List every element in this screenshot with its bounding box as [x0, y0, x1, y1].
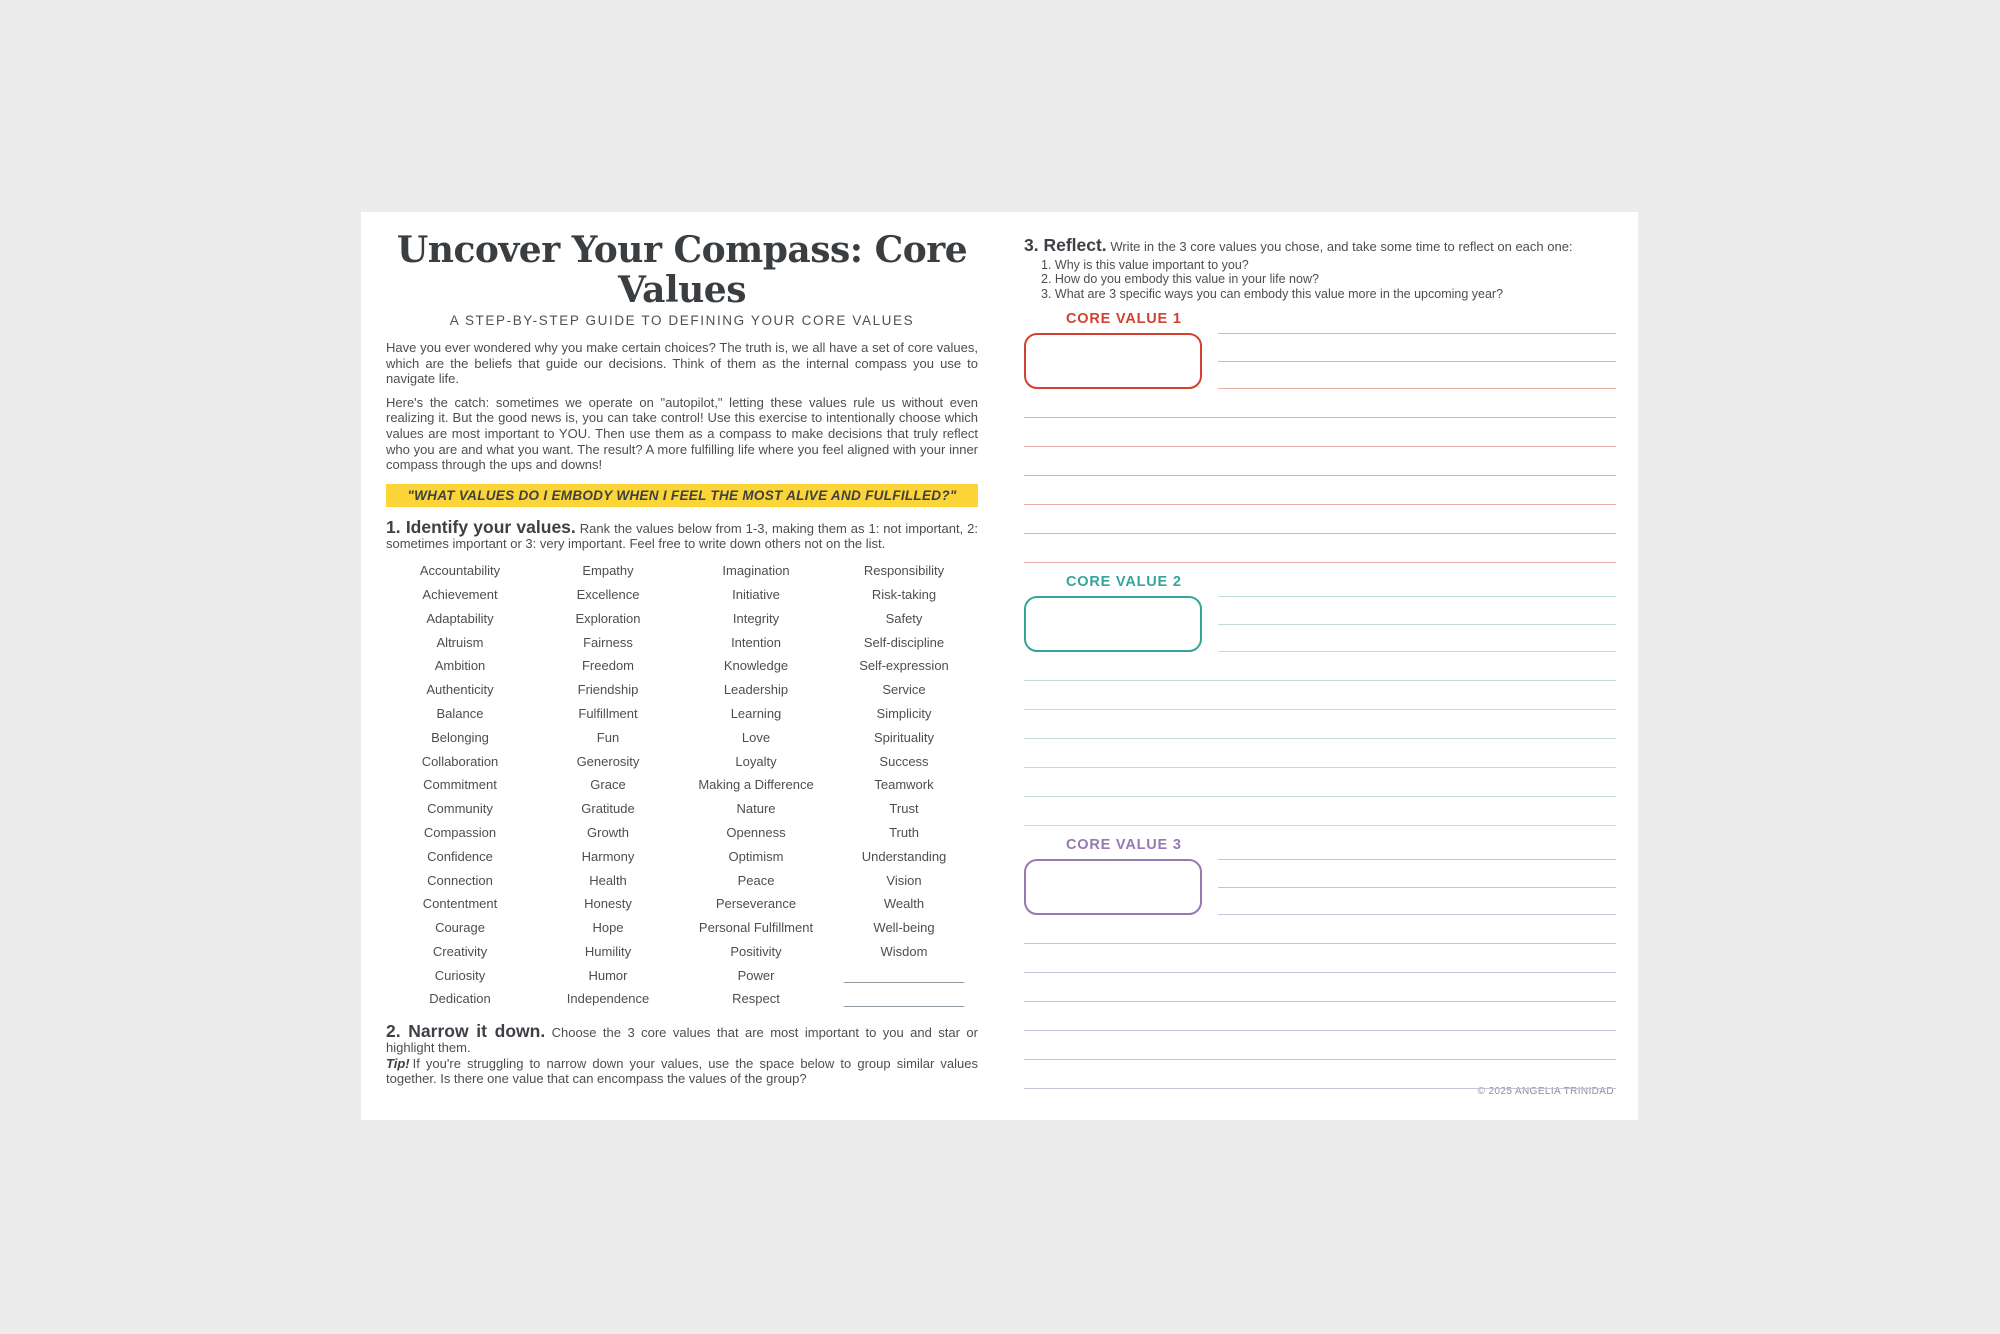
section-reflect-heading: 3. Reflect. [1024, 235, 1107, 255]
ruled-line[interactable] [1024, 505, 1616, 534]
core-value-input-box[interactable] [1024, 333, 1202, 389]
value-item: Contentment [422, 896, 498, 912]
value-item: Gratitude [581, 801, 635, 817]
reflect-questions [1041, 258, 1616, 301]
highlight-quote: "WHAT VALUES DO I EMBODY WHEN I FEEL THE MOST ALIVE AND FULFILLED?" [386, 484, 978, 507]
value-item: Health [589, 872, 627, 888]
blank-value-underline[interactable] [844, 991, 964, 1007]
value-item: Connection [427, 872, 493, 888]
reflect-question: 3. What are 3 specific ways you can embody this value more in the upcoming year? [1041, 286, 1504, 301]
value-item: Grace [590, 777, 626, 793]
value-item: Courage [435, 920, 485, 936]
ruled-line[interactable] [1024, 652, 1616, 681]
value-item: Loyalty [735, 753, 777, 769]
reflect-question: 1. Why is this value important to you? [1041, 258, 1249, 272]
value-item: Dedication [429, 991, 491, 1007]
value-item: Belonging [431, 729, 489, 745]
value-item: Wealth [883, 896, 925, 912]
value-item: Service [882, 682, 926, 698]
value-item: Positivity [730, 943, 782, 959]
value-item: Fun [596, 729, 620, 745]
section-narrow-heading: 2. Narrow it down. [386, 1020, 546, 1041]
ruled-line[interactable] [1218, 362, 1616, 390]
value-item: Friendship [577, 682, 639, 698]
value-item: Truth [889, 824, 919, 840]
ruled-line[interactable] [1024, 710, 1616, 739]
value-item: Respect [732, 991, 780, 1007]
ruled-line[interactable] [1218, 597, 1616, 625]
ruled-lines-beside-box[interactable] [1218, 596, 1616, 652]
value-item: Collaboration [421, 753, 499, 769]
value-item: Accountability [419, 563, 501, 579]
section-reflect [1024, 237, 1616, 301]
ruled-line[interactable] [1024, 944, 1616, 973]
ruled-line[interactable] [1218, 888, 1616, 916]
value-item: Achievement [422, 586, 498, 602]
value-item: Freedom [581, 658, 635, 674]
value-item: Fairness [583, 634, 633, 650]
core-value-label: CORE VALUE 3 [1066, 837, 1182, 853]
value-item: Success [879, 753, 929, 769]
value-item: Wisdom [880, 943, 928, 959]
section-narrow-line [386, 1020, 978, 1056]
value-item: Trust [889, 801, 919, 817]
value-item: Authenticity [426, 682, 494, 698]
value-item: Well-being [873, 920, 935, 936]
value-item: Simplicity [876, 705, 932, 721]
value-item: Safety [885, 610, 923, 626]
value-item: Openness [726, 824, 786, 840]
core-value-input-box[interactable] [1024, 596, 1202, 652]
ruled-line[interactable] [1024, 534, 1616, 563]
core-value-section-2 [1024, 574, 1616, 826]
ruled-line[interactable] [1024, 1060, 1616, 1089]
value-item: Self-expression [859, 658, 949, 674]
ruled-line[interactable] [1024, 915, 1616, 944]
value-item: Hope [592, 920, 624, 936]
ruled-line[interactable] [1218, 860, 1616, 888]
ruled-line[interactable] [1024, 973, 1616, 1002]
value-item: Humor [588, 967, 628, 983]
value-item: Self-discipline [863, 634, 945, 650]
value-item: Imagination [722, 563, 790, 579]
ruled-lines-beside-box[interactable] [1218, 859, 1616, 915]
value-item: Creativity [432, 943, 488, 959]
value-item: Initiative [732, 586, 780, 602]
value-item: Honesty [584, 896, 632, 912]
ruled-lines-beside-box[interactable] [1218, 333, 1616, 389]
value-item: Harmony [581, 848, 635, 864]
page-subtitle: A STEP-BY-STEP GUIDE TO DEFINING YOUR CORE VALUES [449, 313, 915, 328]
value-item: Knowledge [723, 658, 789, 674]
value-item: Intention [731, 634, 781, 650]
ruled-line[interactable] [1218, 334, 1616, 362]
section-narrow [386, 1020, 978, 1087]
value-item: Optimism [728, 848, 784, 864]
value-item: Power [737, 967, 775, 983]
tip-text: If you're struggling to narrow down your values, use the space below to group similar values together. Is there one value that can encompass the values of the group? [386, 1055, 978, 1087]
value-item: Empathy [582, 563, 634, 579]
value-item: Generosity [576, 753, 640, 769]
ruled-line[interactable] [1024, 476, 1616, 505]
core-value-box-row [1024, 596, 1616, 652]
blank-value-cell [830, 987, 978, 1011]
section-identify [386, 516, 978, 552]
section-narrow-description: Choose the 3 core values that are most important to you and star or highlight them. [386, 1024, 978, 1056]
value-item: Teamwork [874, 777, 934, 793]
core-value-label: CORE VALUE 1 [1066, 311, 1182, 327]
section-reflect-line [1024, 237, 1616, 255]
value-item: Excellence [576, 586, 640, 602]
value-item: Independence [566, 991, 650, 1007]
core-value-label: CORE VALUE 2 [1066, 574, 1182, 590]
value-item: Altruism [436, 634, 484, 650]
core-value-box-row [1024, 859, 1616, 915]
intro-paragraph-2: Here's the catch: sometimes we operate on "autopilot," letting these values rule us without even realizing it. But the good news is, you can take control! Use this exercise to intentionally choose which values are most important to YOU. Then use them as a compass to make decisions that truly reflect who you are and what you want. The result? A more fulfilling life where you feel aligned with your inner compass through the ups and downs! [386, 394, 978, 473]
value-item: Exploration [575, 610, 641, 626]
value-item: Ambition [434, 658, 486, 674]
core-value-input-box[interactable] [1024, 859, 1202, 915]
values-grid [386, 559, 978, 1011]
value-item: Learning [730, 705, 782, 721]
copyright-text: © 2025 ANGELIA TRINIDAD [1477, 1086, 1614, 1097]
ruled-line[interactable] [1024, 1031, 1616, 1060]
ruled-line[interactable] [1024, 389, 1616, 418]
right-column [1024, 212, 1616, 1120]
value-item: Spirituality [874, 729, 934, 745]
tip-label: Tip! [386, 1055, 410, 1071]
core-value-box-row [1024, 333, 1616, 389]
core-value-section-1 [1024, 311, 1616, 563]
value-item: Love [741, 729, 771, 745]
value-item: Making a Difference [698, 777, 814, 793]
value-item: Vision [886, 872, 922, 888]
ruled-line[interactable] [1024, 1002, 1616, 1031]
value-item: Perseverance [715, 896, 797, 912]
left-column [386, 212, 978, 1087]
ruled-line[interactable] [1024, 418, 1616, 447]
ruled-line[interactable] [1024, 447, 1616, 476]
ruled-line[interactable] [1024, 681, 1616, 710]
value-item: Confidence [427, 848, 493, 864]
value-item: Nature [736, 801, 776, 817]
value-item: Peace [737, 872, 775, 888]
value-item: Leadership [723, 682, 789, 698]
worksheet-page [361, 212, 1638, 1120]
value-item: Growth [587, 824, 629, 840]
section-narrow-tip [386, 1056, 978, 1087]
value-item: Fulfillment [578, 705, 638, 721]
value-item: Balance [436, 705, 484, 721]
value-item: Humility [584, 943, 632, 959]
ruled-line[interactable] [1218, 625, 1616, 653]
value-item: Understanding [861, 848, 947, 864]
value-item: Integrity [732, 610, 780, 626]
intro-paragraph-1: Have you ever wondered why you make certain choices? The truth is, we all have a set of core values, which are the beliefs that guide our decisions. Think of them as the internal compass you use to navigate life. [386, 340, 978, 387]
blank-value-underline[interactable] [844, 967, 964, 983]
value-item: Commitment [423, 777, 497, 793]
page-title: Uncover Your Compass: Core Values [396, 229, 968, 311]
ruled-line[interactable] [1024, 768, 1616, 797]
ruled-line[interactable] [1024, 797, 1616, 826]
value-item: Responsibility [863, 563, 945, 579]
blank-value-cell [830, 963, 978, 987]
section-identify-heading: 1. Identify your values. [386, 516, 576, 537]
value-item: Community [427, 801, 493, 817]
ruled-line[interactable] [1024, 739, 1616, 768]
section-identify-description: Rank the values below from 1-3, making them as 1: not important, 2: sometimes important or 3: very important. Feel free to write down others not on the list. [386, 520, 978, 552]
value-item: Compassion [423, 824, 497, 840]
value-item: Risk-taking [871, 586, 937, 602]
reflect-question: 2. How do you embody this value in your life now? [1041, 272, 1319, 287]
value-item: Adaptability [426, 610, 494, 626]
value-item: Curiosity [434, 967, 486, 983]
core-value-section-3 [1024, 837, 1616, 1089]
value-item: Personal Fulfillment [698, 920, 814, 936]
section-reflect-description: Write in the 3 core values you chose, and take some time to reflect on each one: [1110, 239, 1573, 254]
